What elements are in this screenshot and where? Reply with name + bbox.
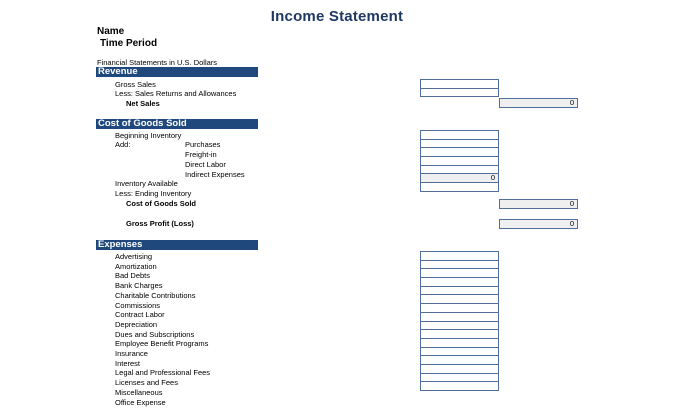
expense-label-charitable-contributions: Charitable Contributions xyxy=(115,290,196,300)
net-sales-value: 0 xyxy=(569,98,574,107)
expense-label-miscellaneous: Miscellaneous xyxy=(115,387,163,397)
expense-label-insurance: Insurance xyxy=(115,349,148,359)
expense-label-depreciation: Depreciation xyxy=(115,319,158,329)
inventory-available-label: Inventory Available xyxy=(115,179,178,188)
sales-returns-label: Less: Sales Returns and Allowances xyxy=(115,89,237,98)
cogs-total-cell xyxy=(499,199,578,209)
expense-label-dues-subscriptions: Dues and Subscriptions xyxy=(115,329,195,339)
expense-label-bad-debts: Bad Debts xyxy=(115,271,151,281)
add-label: Add: xyxy=(115,140,131,149)
net-sales-total-cell xyxy=(499,98,578,108)
expense-input-office-expense[interactable] xyxy=(420,381,499,391)
purchases-label: Purchases xyxy=(185,140,221,149)
gross-profit-label: Gross Profit (Loss) xyxy=(126,219,194,228)
expense-label-advertising: Advertising xyxy=(115,252,153,261)
expense-label-employee-benefits: Employee Benefit Programs xyxy=(115,339,209,349)
expense-label-amortization: Amortization xyxy=(115,261,157,271)
expense-label-legal-professional: Legal and Professional Fees xyxy=(115,368,211,378)
name-label: Name xyxy=(97,26,125,37)
expense-label-bank-charges: Bank Charges xyxy=(115,281,163,291)
expenses-section-header: Expenses xyxy=(96,240,258,250)
inventory-available-value: 0 xyxy=(490,173,495,183)
ending-inventory-label: Less: Ending Inventory xyxy=(115,189,192,198)
indirect-expenses-label: Indirect Expenses xyxy=(185,170,245,179)
gross-profit-cell xyxy=(499,219,578,229)
sales-returns-input[interactable] xyxy=(420,88,499,98)
ending-inventory-input[interactable] xyxy=(420,182,499,192)
cogs-section-header: Cost of Goods Sold xyxy=(96,119,258,129)
page-title: Income Statement xyxy=(270,8,404,25)
expense-labels xyxy=(115,252,210,407)
cogs-total-label: Cost of Goods Sold xyxy=(126,199,196,208)
currency-note: Financial Statements in U.S. Dollars xyxy=(97,58,218,67)
freight-in-label: Freight-in xyxy=(185,150,217,159)
cogs-total-value: 0 xyxy=(569,199,574,208)
expense-label-contract-labor: Contract Labor xyxy=(115,310,165,320)
net-sales-label: Net Sales xyxy=(126,99,160,108)
gross-profit-value: 0 xyxy=(569,219,574,228)
revenue-section-header: Revenue xyxy=(96,67,258,77)
expense-label-licenses-fees: Licenses and Fees xyxy=(115,378,178,388)
time-period-label: Time Period xyxy=(100,38,158,49)
direct-labor-label: Direct Labor xyxy=(185,160,226,169)
gross-sales-label: Gross Sales xyxy=(115,80,156,89)
expense-label-interest: Interest xyxy=(115,358,141,368)
beginning-inventory-label: Beginning Inventory xyxy=(115,131,182,140)
expense-label-office-expense: Office Expense xyxy=(115,397,166,407)
expense-label-commissions: Commissions xyxy=(115,300,161,310)
